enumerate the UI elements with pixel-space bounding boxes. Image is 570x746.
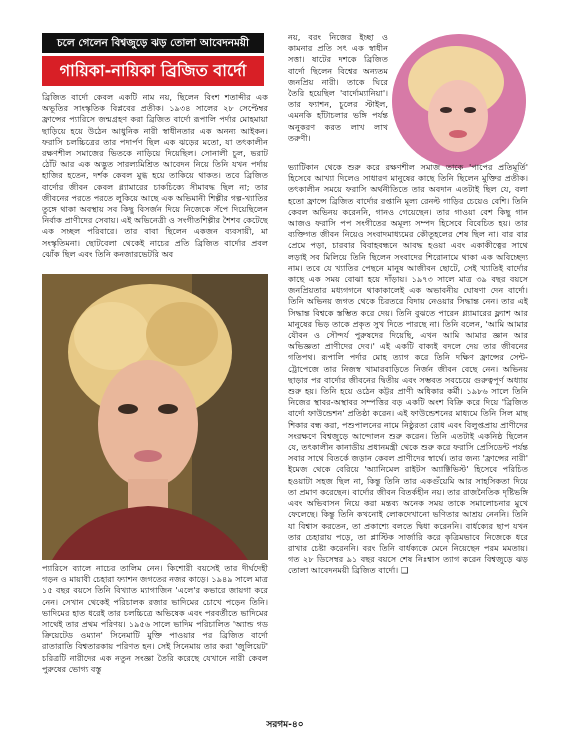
portrait-illustration <box>42 274 268 560</box>
article-headline: গায়িকা-নায়িকা ব্রিজিত বার্দো <box>42 56 264 86</box>
circular-portrait-illustration <box>392 34 526 168</box>
body-paragraph: প্যারিসে ব্যালে নাচের তালিম নেন। কিশোরী বয়সেই তার দীর্ঘদেহী গড়ন ও মায়াবী চেহারা ফ্যাশন জগতের নজর কাড়ে। ১৯৪৯ সালে মাত্র ১৫ বছর বয়সে তিনি বিখ্যাত ম্যাগাজিন 'এলে'র কভারে জায়গা করে নেন। সেখান থেকেই পরিচালক রজার ভাদিমের চোখে পড়েন তিনি। ভাদিমের হাত ধরেই তার চলচ্চিত্রে অভিষেক এবং পরবর্তীতে ভাদিমের সাথেই তার প্রথম পরিণয়। ১৯৫৬ সালে ভাদিম পরিচালিত 'অ্যান্ড গড ক্রিয়েটেড ওম্যান' সিনেমাটি মুক্তি পাওয়ার পর ব্রিজিত বার্দো রাতারাতি বিশ্বতারকায় পরিণত হন। সেই সিনেমায় তার করা 'জুলিয়েট' চরিত্রটি নারীদের এক নতুন সংজ্ঞা তৈরি করেছে যেখানে নারী কেবল পুরুষের ভোগ্য বস্তু <box>42 563 268 674</box>
circular-portrait-photo <box>392 34 526 168</box>
article-body-left-bottom <box>42 563 268 709</box>
body-paragraph: নয়, বরং নিজের ইচ্ছা ও কামনার প্রতি সৎ এক স্বাধীন সত্তা। ষাটের দশকে ব্রিজিত বার্দো ছিলেন বিশ্বের অন্যতম জনপ্রিয় নারী। তাকে ঘিরে তৈরি হয়েছিল 'বার্দোম্যানিয়া'। তার ফ্যাশন, চুলের স্টাইল, এমনকি হাঁটাচলার ভঙ্গি পর্যন্ত অনুকরণ করত লাখ লাখ তরুণী। <box>288 32 388 143</box>
body-paragraph: ব্রিজিত বার্দো কেবল একটি নাম নয়, ছিলেন বিংশ শতাব্দীর এক অভূতির সাংস্কৃতিক বিপ্লবের প্রতীক। ১৯৩৪ সালের ২৮ সেপ্টেম্বর ফ্রান্সের প্যারিসে জন্মগ্রহণ করা ব্রিজিত বার্দো রূপালি পর্দার মোহমায়া ছাড়িয়ে হয়ে উঠেন আধুনিক নারী স্বাধীনতার এক অনন্য আইকন। ফরাসি চলচ্চিত্রের তার পদার্পণ ছিল এক ঝড়ের মতো, যা তৎকালীন রক্ষণশীল সমাজের ভিতকে নাড়িয়ে দিয়েছিল। সোনালী চুল, ভরাট ঠোঁট আর এক অদ্ভুত সারল্যমিশ্রিত আবেদন নিয়ে তিনি যখন পর্দায় হাজির হতেন, দর্শক কেবল মুগ্ধ হয়ে তাকিয়ে থাকত। তবে ব্রিজিত বার্দোর জীবন কেবল গ্ল্যামারের চাকচিক্যে সীমাবদ্ধ ছিল না; তার জীবনের পরতে পরতে লুকিয়ে আছে এক অভিমানী শিল্পীর গল্প-খ্যাতির তুঙ্গে থাকা অবস্থায় সব কিছু বিসর্জন দিয়ে নিজেকে সঁপে দিয়েছিলেন নির্বাক প্রাণীদের সেবায়। এই অভিনেত্রী ও সংগীতশিল্পীর শৈশব কেটেছে এক সচ্ছল পরিবারে। তার বাবা ছিলেন একজন ব্যবসায়ী, মা সংস্কৃতিমনা। ছোটবেলা থেকেই নাচের প্রতি ব্রিজিত বার্দোর প্রবল ঝোঁক ছিল এবং তিনি কনজারভেটরি অব <box>42 92 268 259</box>
article-body-left-top <box>42 92 268 270</box>
page-number: সরগম-৪০ <box>266 720 304 730</box>
portrait-photo <box>42 274 268 560</box>
article-body-right-top <box>288 32 388 160</box>
body-paragraph: ভ্যাটিকান থেকে শুরু করে রক্ষণশীল সমাজ তাকে 'পাপের প্রতিমূর্তি' হিসেবে আখ্যা দিলেও সাধারণ মানুষের কাছে তিনি ছিলেন মুক্তির প্রতীক। তৎকালীন সময়ে ফরাসি অর্থনীতিতে তার অবদান এতটাই ছিল যে, বলা হতো ফ্রান্সে ব্রিজিত বার্দোর রপ্তানি মূল্য রেনল্ট গাড়ির চেয়েও বেশি। তিনি কেবল অভিনয় করেননি, গানও গেয়েছেন। তার গাওয়া বেশ কিছু গান আজও ফরাসি পপ সংগীতের অমূল্য সম্পদ হিসেবে বিবেচিত হয়। তার ব্যক্তিগত জীবন নিয়েও সংবাদমাধ্যমের কৌতূহলের শেষ ছিল না। বার বার প্রেমে পড়া, চারবার বিবাহবন্ধনে আবদ্ধ হওয়া এবং একাকীত্বের সাথে লড়াই সব মিলিয়ে তিনি ছিলেন সংবাদের শিরোনামে থাকা এক অবিচ্ছেদ্য নাম। তবে যে খ্যাতির পেছনে মানুষ আজীবন ছোটে, সেই খ্যাতিই বার্দোর কাছে এক সময় বোঝা হয়ে দাঁড়ায়। ১৯৭৩ সালে মাত্র ৩৯ বছর বয়সে জনপ্রিয়তার মধ্যগগনে থাকাকালেই এক অভাবনীয় ঘোষণা দেন বার্দো। তিনি অভিনয় জগত থেকে চিরতরে বিদায় নেওয়ার সিদ্ধান্ত নেন। তার এই সিদ্ধান্ত বিশ্বকে স্তম্ভিত করে দেয়। তিনি বুঝতে পারেন গ্ল্যামারের ফ্ল্যাশ আর মানুষের ভিড় তাকে প্রকৃত সুখ দিতে পারছে না। তিনি বলেন, 'আমি আমার যৌবন ও সৌন্দর্য পুরুষদের দিয়েছি, এখন আমি আমার জ্ঞান আর অভিজ্ঞতা প্রাণীদের দেব।' এই একটি বাক্যই বদলে দেয় তার জীবনের গতিপথ। রূপালি পর্দার মোহ ত্যাগ করে তিনি দক্ষিণ ফ্রান্সের সেন্ট-ট্রোপেজে তার নিজস্ব খামারবাড়িতে নির্জন জীবন বেছে নেন। অভিনয় ছাড়ার পর বার্দোর জীবনের দ্বিতীয় এবং সম্ভবত সবচেয়ে গুরুত্বপূর্ণ অধ্যায় শুরু হয়। তিনি হয়ে ওঠেন কট্টর প্রাণী অধিকার কর্মী। ১৯৮৬ সালে তিনি নিজের স্থাবর-অস্থাবর সম্পত্তির বড় একটি অংশ বিক্রি করে দিয়ে 'ব্রিজিত বার্দো ফাউন্ডেশন' প্রতিষ্ঠা করেন। এই ফাউন্ডেশনের মাধ্যমে তিনি সিল মাছ শিকার বন্ধ করা, পশুপালনের নামে নিষ্ঠুরতা রোধ এবং বিলুপ্তপ্রায় প্রাণীদের সংরক্ষণে বিশ্বজুড়ে আন্দোলন শুরু করেন। তিনি এতটাই একনিষ্ঠ ছিলেন যে, তৎকালীন কানাডীয় প্রধানমন্ত্রী থেকে শুরু করে ফরাসি প্রেসিডেন্ট পর্যন্ত সবার সাথে বিতর্কে জড়ান কেবল প্রাণীদের স্বার্থে। তার জন্য 'ফ্রান্সের নারী' ইমেজ থেকে বেরিয়ে 'অ্যানিমেল রাইটস অ্যাক্টিভিস্ট' হিসেবে পরিচিত হওয়াটা সহজ ছিল না, কিন্তু তিনি তার একগুঁয়েমি আর সাহসিকতা দিয়ে তা প্রমাণ করেছেন। বার্দোর জীবন বিতর্কহীন নয়। তার রাজনৈতিক দৃষ্টিভঙ্গি এবং অভিবাসন নিয়ে করা মন্তব্য অনেক সময় তাকে সমালোচনার মুখে ফেলেছে। কিন্তু তিনি কখনোই লোকদেখানো ভণিতার আশ্রয় নেননি। তিনি যা বিশ্বাস করতেন, তা প্রকাশ্যে বলতে দ্বিধা করেননি। বার্ধক্যের ছাপ যখন তার চেহারায় পড়ে, তা প্লাস্টিক সার্জারি করে কৃত্রিমভাবে নিজেকে ধরে রাখার চেষ্টা করেননি। বরং তিনি বার্ধক্যকে মেনে নিয়েছেন পরম মমতায়। গত ২৮ ডিসেম্বর ৯১ বছর বয়সে শেষ নিঃশ্বাস ত্যাগ করেন বিশ্বজুড়ে ঝড় তোলা আবেদনময়ী ব্রিজিত বার্দো। ❑ <box>288 162 528 576</box>
article-body-right <box>288 162 528 710</box>
article-kicker: চলে গেলেন বিশ্বজুড়ে ঝড় তোলা আবেদনময়ী <box>42 33 264 53</box>
